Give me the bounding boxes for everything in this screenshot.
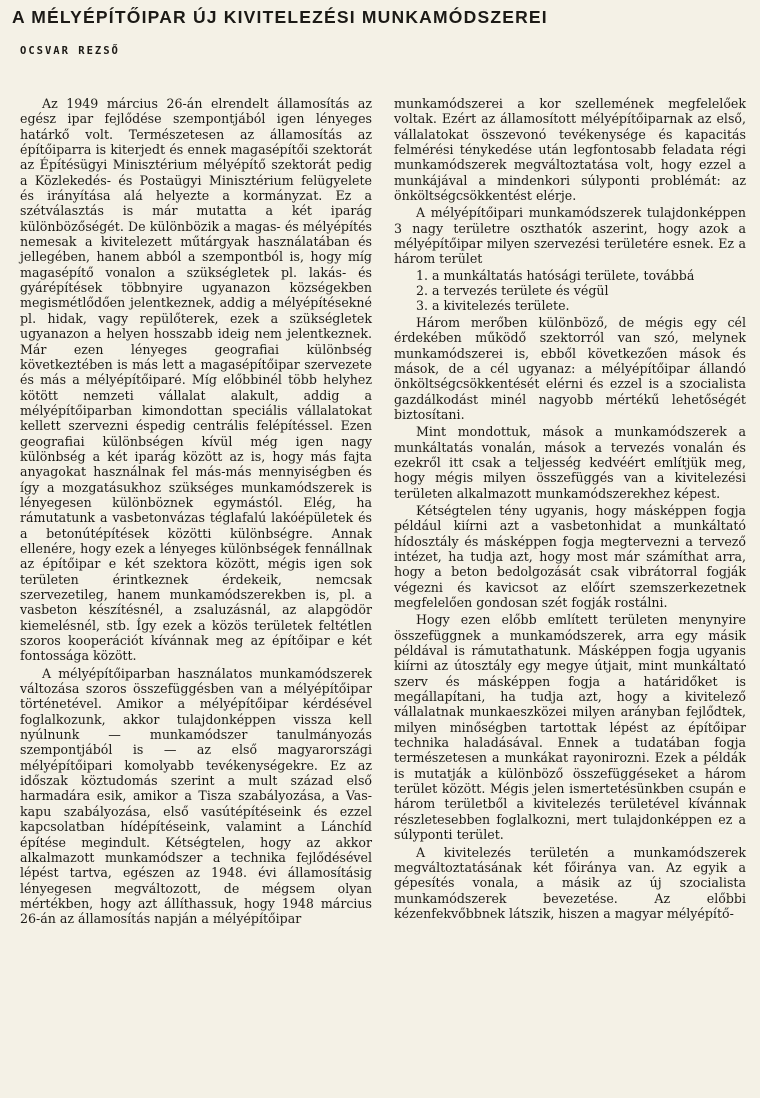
body-paragraph: Az 1949 március 26-án elrendelt államosítás az egész ipar fejlődése szempontjából igen lényeges határkő volt. Természetesen az államosítás az építőiparra is kiterjedt és ennek magasépítői szektorát az Építésügyi Minisztérium mélyépítő szektorát pedig a Közlekedés- és Postaügyi Minisztérium felügyelete és irányítása alá helyezte a kormányzat. Ez a szétválasztás is már mutatta a két iparág különbözőségét. De különbözik a magas- és mélyépítés nemesak a kivitelezett műtárgyak használatában és jellegében, hanem abból a szempontból is, hogy míg magasépítő vonalon a szükségletek pl. lakás- és gyárépítések többnyire ugyanazon községekben megismétlődően jelentkeznek, addig a mélyépítésekné pl. hidak, vagy repülőterek, ezek a szükségletek ugyanazon a helyen hosszabb ideig nem jelentkeznek. Már ezen lényeges geografiai különbség következtében is más lett a magasépítőipar szervezete és más a mélyépítőiparé. Míg előbbinél több helyhez kötött nemzeti vállalat alakult, addig a mélyépítőiparban kimondottan speciális vállalatokat kellett szervezni éspedig centrális felépítéssel. Ezen geografiai különbségen kívül még igen nagy különbség a két iparág között az is, hogy más fajta anyagokat használnak fel más-más mennyiségben és így a mozgatásukhoz szükséges munkamódszerek is lényegesen különböznek egymástól. Elég, ha rámutatunk a vasbetonvázas téglafalú lakóépületek és a betonútépítések közötti különbségre. Annak ellenére, hogy ezek a lényeges különbségek fennállnak az építőipar e két szektora között, mégis igen sok területen érintkeznek érdekeik, nemcsak szervezetileg, hanem munkamódszerekben is, pl. a vasbeton készítésnél, a zsaluzásnál, az alapgödör kiemelésnél, stb. Így ezek a közös területek feltétlen szoros kooperációt kívánnak meg az építőipar e két fontossága között. <box>20 96 372 664</box>
list-item: 2. a tervezés területe és végül <box>416 283 609 299</box>
body-paragraph: Hogy ezen előbb említett területen menynyire összefüggnek a munkamódszerek, arra egy másik példával is rámutathatunk. Másképpen fogja ugyanis kiírni az útosztály egy megye útjait, mint munkáltató szerv és másképpen fogja a határidőket is megállapítani, ha tudja azt, hogy a kivitelező vállalatnak munkaeszközei milyen arányban fejlődtek, milyen minőségben tartottak lépést az építőipar technika haladásával. Ennek a tudatában fogja természetesen a munkákat rayonirozni. Ezek a példák is mutatják a különböző összefüggéseket a három terület között. Mégis jelen ismertetésünkben csupán e három területből a kivitelezés területével kívánnak részletesebben foglalkozni, mert tulajdonképpen ez a súlyponti terület. <box>394 612 746 843</box>
body-paragraph: Kétségtelen tény ugyanis, hogy másképpen fogja például kiírni azt a vasbetonhidat a munkáltató hídosztály és másképpen fogja megtervezni a tervező intézet, ha tudja azt, hogy most már számíthat arra, hogy a beton bedolgozását csak vibrátorral fogják végezni és kavicsot az előírt szemszerkezetnek megfelelően gondosan szét fogják rostálni. <box>394 502 746 610</box>
right-column <box>394 96 746 921</box>
body-paragraph: Három merőben különböző, de mégis egy cél érdekében működő szektorról van szó, melynek munkamódszerei is, ebből következően mások és mások, de a cél ugyanaz: a mélyépítőipar állandó önköltségcsökkentését elérni és ezzel is a szocialista gazdálkodást minél nagyobb mértékű lehetőségét biztosítani. <box>394 314 746 422</box>
body-paragraph: A mélyépítőiparban használatos munkamódszerek változása szoros összefüggésben van a mélyépítőipar történetével. Amikor a mélyépítőipar kérdésével foglalkozunk, akkor tulajdonképpen vissza kell nyúlnunk — munkamódszer tanulmányozás szempontjából is — az első magyarországi mélyépítőipari komolyabb tevékenységekre. Ez az időszak köztudomás szerint a mult század első harmadára esik, amikor a Tisza szabályozása, a Vas-kapu szabályozása, első vasútépítéseink és ezzel kapcsolatban hídépítéseink, valamint a Lánchíd építése megindult. Kétségtelen, hogy az akkor alkalmazott munkamódszer a technika fejlődésével lépést tartva, egészen az 1948. évi államosításig lényegesen megváltozott, de mégsem olyan mértékben, hogy azt állíthassuk, hogy 1948 március 26-án az államosítás napján a mélyépítőipar <box>20 665 372 927</box>
body-paragraph: munkamódszerei a kor szellemének megfelelőek voltak. Ezért az államosított mélyépítőiparnak az első, vállalatokat összevonó tevékenysége és kapacitás felmérési ténykedése után legfontosabb feladata régi munkamódszerek megváltoztatása volt, hogy ezzel a munkájával a mindenkori súlyponti problémát: az önköltségcsökkentést elérje. <box>394 96 746 204</box>
article-title: A MÉLYÉPÍTŐIPAR ÚJ KIVITELEZÉSI MUNKAMÓDSZEREI <box>12 7 548 27</box>
left-column <box>20 96 372 927</box>
body-paragraph: Mint mondottuk, mások a munkamódszerek a munkáltatás vonalán, mások a tervezés vonalán és ezekről itt csak a teljesség kedvéért említjük meg, hogy mégis milyen összefüggés van a kivitelezési területen alkalmazott munkamódszerekhez képest. <box>394 424 746 501</box>
areas-list <box>394 268 746 314</box>
body-paragraph: A mélyépítőipari munkamódszerek tulajdonképpen 3 nagy területre oszthatók aszerint, hogy azok a mélyépítőipar milyen szervezési területére esnek. Ez a három terület <box>394 205 746 267</box>
body-paragraph: A kivitelezés területén a munkamódszerek megváltoztatásának két főiránya van. Az egyik a gépesítés vonala, a másik az új szocialista munkamódszerek bevezetése. Az előbbi kézenfekvőbbnek látszik, hiszen a magyar mélyépítő- <box>394 844 746 921</box>
list-item: 1. a munkáltatás hatósági területe, továbbá <box>416 267 695 283</box>
article-author: OCSVAR REZSŐ <box>20 45 120 57</box>
list-item: 3. a kivitelezés területe. <box>416 298 570 314</box>
